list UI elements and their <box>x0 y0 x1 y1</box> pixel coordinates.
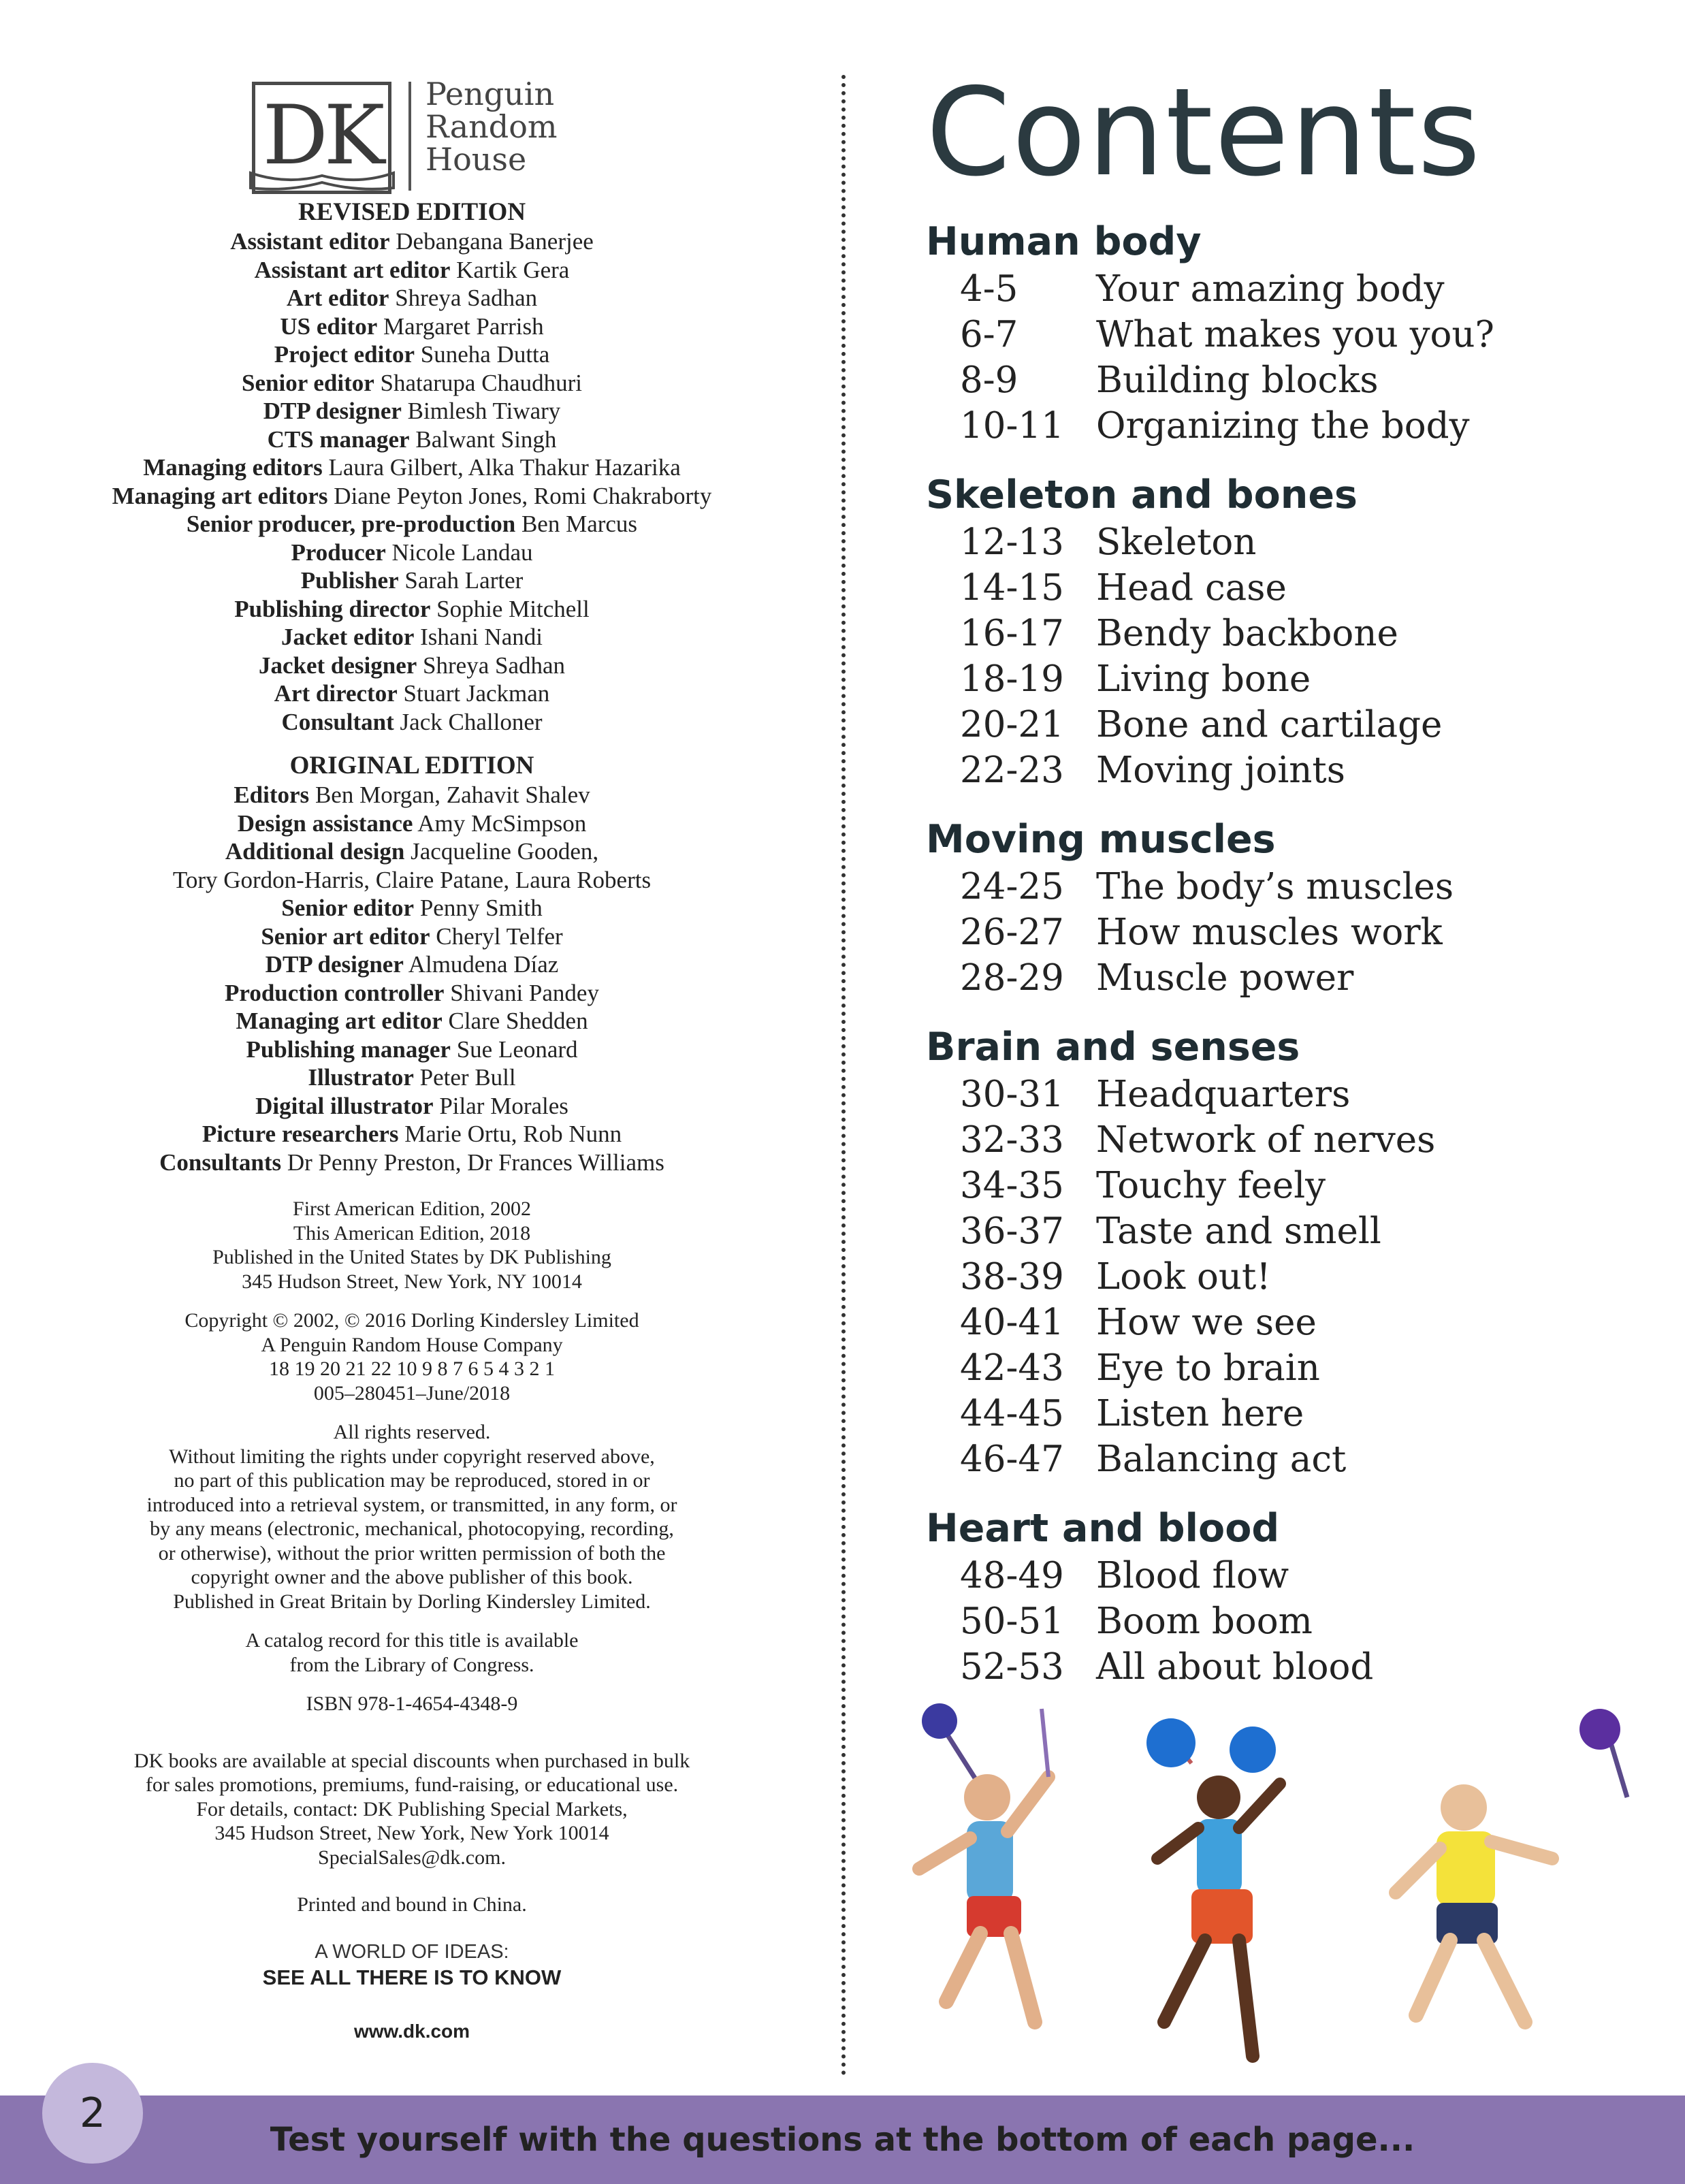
credit-role: Art editor <box>286 285 389 311</box>
credit-role: Publishing director <box>234 595 431 622</box>
credit-name: Peter Bull <box>419 1064 516 1091</box>
credit-role: Consultant <box>281 708 394 735</box>
printed-in: Printed and bound in China. <box>297 1893 527 1916</box>
rights-line: copyright owner and the above publisher of this book. <box>191 1566 633 1588</box>
contents-title: Contents <box>926 62 1482 203</box>
credit-name: Clare Shedden <box>448 1008 588 1034</box>
rights-line: or otherwise), without the prior written permission of both the <box>158 1541 666 1564</box>
section-heading: Moving muscles <box>926 817 1276 862</box>
website-link[interactable]: www.dk.com <box>353 2020 470 2042</box>
toc-page-range: 22-23 <box>960 750 1064 791</box>
original-credits <box>41 781 783 1176</box>
toc-entry[interactable] <box>926 910 1648 955</box>
credit-name: Shatarupa Chaudhuri <box>380 369 582 396</box>
credit-name: Laura Gilbert, Alka Thakur Hazarika <box>328 454 681 481</box>
credit-line <box>41 652 783 680</box>
credit-line <box>41 979 783 1008</box>
credit-line <box>41 1092 783 1121</box>
credit-name: Amy McSimpson <box>417 809 587 837</box>
toc-entry-title: Your amazing body <box>1096 268 1445 310</box>
toc-entry-title: All about blood <box>1096 1646 1374 1688</box>
copyright-line: 005–280451–June/2018 <box>313 1381 511 1404</box>
credit-role: Consultants <box>159 1149 282 1176</box>
rights-line: by any means (electronic, mechanical, photocopying, recording, <box>150 1517 674 1540</box>
toc-entry[interactable] <box>926 357 1648 403</box>
toc-entry-title: How we see <box>1096 1302 1317 1343</box>
credit-line <box>41 922 783 951</box>
logo-divider <box>408 82 411 191</box>
toc-page-range: 52-53 <box>960 1646 1064 1688</box>
credit-name: Nicole Landau <box>391 539 533 566</box>
toc-page-range: 48-49 <box>960 1555 1064 1596</box>
original-edition-heading: ORIGINAL EDITION <box>289 752 534 780</box>
toc-page-range: 32-33 <box>960 1119 1064 1161</box>
toc-entry[interactable] <box>926 611 1648 656</box>
credit-line <box>41 425 783 454</box>
credit-role: Managing art editor <box>236 1008 443 1034</box>
credit-name: Shivani Pandey <box>450 979 599 1006</box>
toc-entry[interactable] <box>926 1117 1648 1163</box>
toc-entry-title: How muscles work <box>1096 912 1443 953</box>
toc-entry-title: Look out! <box>1096 1256 1271 1298</box>
credit-role: Managing editors <box>143 454 323 481</box>
toc-entry-title: Moving joints <box>1096 750 1345 791</box>
contents-column <box>926 62 1648 1690</box>
credit-line <box>41 1120 783 1149</box>
credit-line <box>41 482 783 511</box>
toc-entry[interactable] <box>926 565 1648 611</box>
special-sales-line: DK books are available at special discounts when purchased in bulk <box>133 1749 690 1772</box>
credit-name: Cheryl Telfer <box>436 922 563 950</box>
section-gap <box>926 793 1648 815</box>
credit-line <box>41 708 783 737</box>
footer-tagline: Test yourself with the questions at the bottom of each page... <box>270 2121 1415 2159</box>
toc-page-range: 28-29 <box>960 957 1064 999</box>
publication-line: This American Edition, 2018 <box>293 1221 531 1244</box>
credit-name: Marie Ortu, Rob Nunn <box>404 1121 622 1147</box>
dotted-column-divider <box>841 75 846 2076</box>
table-of-contents <box>926 217 1648 1690</box>
toc-entry-title: Bone and cartilage <box>1096 704 1443 745</box>
credit-name: Jack Challoner <box>400 708 543 735</box>
toc-entry-title: What makes you you? <box>1096 314 1494 355</box>
section-gap <box>926 449 1648 470</box>
credit-name: Sophie Mitchell <box>436 595 590 622</box>
toc-entry[interactable] <box>926 1163 1648 1208</box>
credit-name: Ben Morgan, Zahavit Shalev <box>315 782 590 808</box>
rights-line: introduced into a retrieval system, or transmitted, in any form, or <box>146 1493 677 1516</box>
rights-block <box>41 1420 783 1613</box>
credit-name: Kartik Gera <box>456 256 570 283</box>
credit-line <box>41 809 783 838</box>
credit-role: Senior producer, pre-production <box>186 511 516 537</box>
credit-role: Additional design <box>225 838 405 865</box>
credit-line <box>41 950 783 979</box>
toc-entry[interactable] <box>926 1254 1648 1300</box>
isbn: ISBN 978-1-4654-4348-9 <box>306 1692 518 1715</box>
toc-entry[interactable] <box>926 1072 1648 1117</box>
credit-name: Margaret Parrish <box>383 312 544 340</box>
section-gap <box>926 1482 1648 1504</box>
credit-role: Jacket editor <box>281 624 415 650</box>
toc-entry[interactable] <box>926 1644 1648 1690</box>
toc-page-range: 4-5 <box>960 268 1018 310</box>
world-of-ideas-line1: A WORLD OF IDEAS: <box>315 1940 509 1963</box>
toc-page-range: 24-25 <box>960 866 1064 908</box>
credit-name: Sarah Larter <box>404 567 524 594</box>
publication-line: 345 Hudson Street, New York, NY 10014 <box>242 1270 582 1293</box>
copyright-line: Copyright © 2002, © 2016 Dorling Kindersley Limited <box>184 1309 639 1332</box>
toc-page-range: 44-45 <box>960 1393 1064 1434</box>
credit-name: Ben Marcus <box>521 511 638 537</box>
toc-page-range: 20-21 <box>960 704 1064 745</box>
credit-role: Assistant editor <box>230 228 390 255</box>
toc-entry-title: Building blocks <box>1096 359 1379 401</box>
credit-line <box>41 679 783 708</box>
credit-line <box>41 284 783 312</box>
toc-page-range: 34-35 <box>960 1165 1064 1206</box>
special-sales-line: for sales promotions, premiums, fund-raising, or educational use. <box>145 1773 679 1796</box>
credit-role: US editor <box>280 312 378 340</box>
toc-page-range: 46-47 <box>960 1439 1064 1480</box>
credit-role: Senior editor <box>281 895 415 921</box>
toc-entry[interactable] <box>926 864 1648 910</box>
credit-name: Jacqueline Gooden, <box>411 838 599 865</box>
credit-line <box>41 623 783 652</box>
credit-line <box>41 1063 783 1092</box>
toc-entry-title: Head case <box>1096 567 1287 609</box>
credit-line <box>41 397 783 425</box>
toc-entry-title: Skeleton <box>1096 521 1257 563</box>
credit-line <box>41 256 783 285</box>
toc-entry-title: Eye to brain <box>1096 1347 1320 1389</box>
credit-role: Production controller <box>225 979 445 1006</box>
credit-name: Penny Smith <box>419 895 543 921</box>
toc-entry[interactable] <box>926 1208 1648 1254</box>
imprint-column <box>41 68 783 2042</box>
toc-page-range: 16-17 <box>960 613 1064 654</box>
toc-entry-title: The body’s muscles <box>1096 866 1454 908</box>
credit-line <box>41 340 783 369</box>
catalog-block <box>41 1628 783 1677</box>
section-heading: Human body <box>926 219 1202 264</box>
credit-line <box>41 369 783 398</box>
toc-page-range: 14-15 <box>960 567 1064 609</box>
credit-line <box>41 312 783 341</box>
special-sales-block <box>41 1749 783 1870</box>
toc-page-range: 26-27 <box>960 912 1064 953</box>
special-sales-line: SpecialSales@dk.com. <box>318 1846 506 1869</box>
rights-line: All rights reserved. <box>333 1421 491 1443</box>
kid-right-figure <box>1396 1709 1627 2022</box>
world-of-ideas-line2: SEE ALL THERE IS TO KNOW <box>262 1965 562 1989</box>
credit-role: Digital illustrator <box>255 1092 434 1119</box>
toc-entry-title: Muscle power <box>1096 957 1354 999</box>
credit-name: Ishani Nandi <box>420 624 543 650</box>
publication-line: Published in the United States by DK Publishing <box>212 1246 611 1268</box>
toc-page-range: 38-39 <box>960 1256 1064 1298</box>
credit-role: Jacket designer <box>258 652 417 679</box>
toc-entry[interactable] <box>926 403 1648 449</box>
credit-line <box>41 837 783 866</box>
section-heading: Brain and senses <box>926 1025 1300 1070</box>
section-heading: Heart and blood <box>926 1506 1280 1551</box>
toc-page-range: 6-7 <box>960 314 1018 355</box>
toc-entry[interactable] <box>926 1436 1648 1482</box>
toc-entry-title: Network of nerves <box>1096 1119 1436 1161</box>
credit-name: Shreya Sadhan <box>423 652 566 679</box>
credit-name: Stuart Jackman <box>403 680 550 707</box>
credit-role: Senior editor <box>242 369 374 396</box>
toc-entry-title: Boom boom <box>1096 1601 1313 1642</box>
toc-entry[interactable] <box>926 1599 1648 1644</box>
rights-line: Without limiting the rights under copyright reserved above, <box>169 1445 655 1468</box>
toc-entry[interactable] <box>926 312 1648 357</box>
revised-edition-heading: REVISED EDITION <box>298 198 526 226</box>
credit-line <box>41 566 783 595</box>
credit-role: DTP designer <box>265 951 404 978</box>
special-sales-line: 345 Hudson Street, New York, New York 10014 <box>214 1822 609 1844</box>
toc-page-range: 36-37 <box>960 1210 1064 1252</box>
credit-name: Dr Penny Preston, Dr Frances Williams <box>287 1149 664 1176</box>
credit-name: Debangana Banerjee <box>396 228 594 255</box>
credit-line <box>41 894 783 922</box>
credit-role: Illustrator <box>308 1064 414 1091</box>
credit-name: Bimlesh Tiwary <box>407 398 561 424</box>
credit-role: Managing art editors <box>112 482 328 509</box>
credit-name: Almudena Díaz <box>408 951 559 978</box>
toc-entry-title: Taste and smell <box>1096 1210 1381 1252</box>
credit-role: Publisher <box>300 567 399 594</box>
copyright-block <box>41 1308 783 1405</box>
toc-entry[interactable] <box>926 266 1648 312</box>
kids-running-illustration <box>871 1702 1685 2097</box>
credit-line <box>41 510 783 539</box>
credit-name: Sue Leonard <box>456 1035 578 1063</box>
credit-line <box>41 1149 783 1177</box>
credit-line <box>41 1035 783 1064</box>
toc-page-range: 12-13 <box>960 521 1064 563</box>
kid-left-figure <box>919 1703 1048 2022</box>
credit-line <box>41 781 783 809</box>
open-book-icon <box>249 170 395 191</box>
toc-entry-title: Balancing act <box>1096 1439 1347 1480</box>
toc-page-range: 18-19 <box>960 658 1064 700</box>
toc-entry[interactable] <box>926 748 1648 793</box>
rights-line: Published in Great Britain by Dorling Kindersley Limited. <box>173 1590 651 1613</box>
credit-line <box>41 453 783 482</box>
copyright-line: 18 19 20 21 22 10 9 8 7 6 5 4 3 2 1 <box>269 1358 555 1380</box>
toc-entry[interactable] <box>926 1300 1648 1345</box>
credit-role: Senior art editor <box>261 922 430 950</box>
credit-name: Diane Peyton Jones, Romi Chakraborty <box>334 482 712 509</box>
toc-entry[interactable] <box>926 1391 1648 1436</box>
toc-entry[interactable] <box>926 955 1648 1001</box>
toc-page-range: 40-41 <box>960 1302 1064 1343</box>
toc-page-range: 42-43 <box>960 1347 1064 1389</box>
toc-entry-title: Blood flow <box>1096 1555 1289 1596</box>
dk-letters: DK <box>262 89 381 183</box>
toc-page-range: 10-11 <box>960 405 1064 447</box>
toc-entry[interactable] <box>926 1345 1648 1391</box>
rights-line: no part of this publication may be reproduced, stored in or <box>174 1469 650 1492</box>
catalog-line: from the Library of Congress. <box>289 1653 534 1676</box>
credit-line <box>41 539 783 567</box>
credit-name: Pilar Morales <box>439 1092 568 1119</box>
toc-page-range: 30-31 <box>960 1074 1064 1115</box>
credit-name: Suneha Dutta <box>420 341 550 368</box>
credit-line <box>41 595 783 624</box>
credit-role: Art director <box>274 680 398 707</box>
section-heading: Skeleton and bones <box>926 472 1358 517</box>
toc-entry[interactable] <box>926 1553 1648 1599</box>
toc-entry-title: Headquarters <box>1096 1074 1351 1115</box>
publication-line: First American Edition, 2002 <box>293 1198 531 1220</box>
credit-line <box>41 866 783 895</box>
credit-name: Tory Gordon-Harris, Claire Patane, Laura Roberts <box>172 866 652 893</box>
credit-role: DTP designer <box>263 398 402 424</box>
credit-role: Publishing manager <box>246 1035 451 1063</box>
toc-entry[interactable] <box>926 702 1648 748</box>
publisher-logo <box>41 68 783 197</box>
credit-role: Project editor <box>274 341 415 368</box>
credit-role: Editors <box>234 782 310 808</box>
catalog-line: A catalog record for this title is available <box>245 1629 579 1652</box>
toc-entry-title: Listen here <box>1096 1393 1304 1434</box>
credit-role: Producer <box>291 539 386 566</box>
toc-entry[interactable] <box>926 519 1648 565</box>
credit-role: Picture researchers <box>202 1121 399 1147</box>
toc-entry-title: Touchy feely <box>1096 1165 1326 1206</box>
credit-role: CTS manager <box>267 425 410 453</box>
kid-middle-figure <box>1146 1718 1280 2056</box>
credit-name: Balwant Singh <box>415 425 557 453</box>
credit-name: Shreya Sadhan <box>395 285 538 311</box>
penguin-random-house-text: Penguin Random House <box>426 76 558 178</box>
credit-line <box>41 227 783 256</box>
revised-credits <box>41 227 783 736</box>
publication-info <box>41 1197 783 1294</box>
special-sales-line: For details, contact: DK Publishing Special Markets, <box>196 1797 628 1820</box>
toc-entry-title: Organizing the body <box>1096 405 1470 447</box>
credit-role: Assistant art editor <box>254 256 451 283</box>
toc-page-range: 8-9 <box>960 359 1018 401</box>
page-number-badge: 2 <box>42 2063 143 2164</box>
toc-entry-title: Living bone <box>1096 658 1311 700</box>
credit-line <box>41 1007 783 1035</box>
toc-entry[interactable] <box>926 656 1648 702</box>
toc-page-range: 50-51 <box>960 1601 1064 1642</box>
copyright-line: A Penguin Random House Company <box>261 1333 563 1356</box>
credit-role: Design assistance <box>237 809 413 837</box>
toc-entry-title: Bendy backbone <box>1096 613 1398 654</box>
section-gap <box>926 1001 1648 1023</box>
